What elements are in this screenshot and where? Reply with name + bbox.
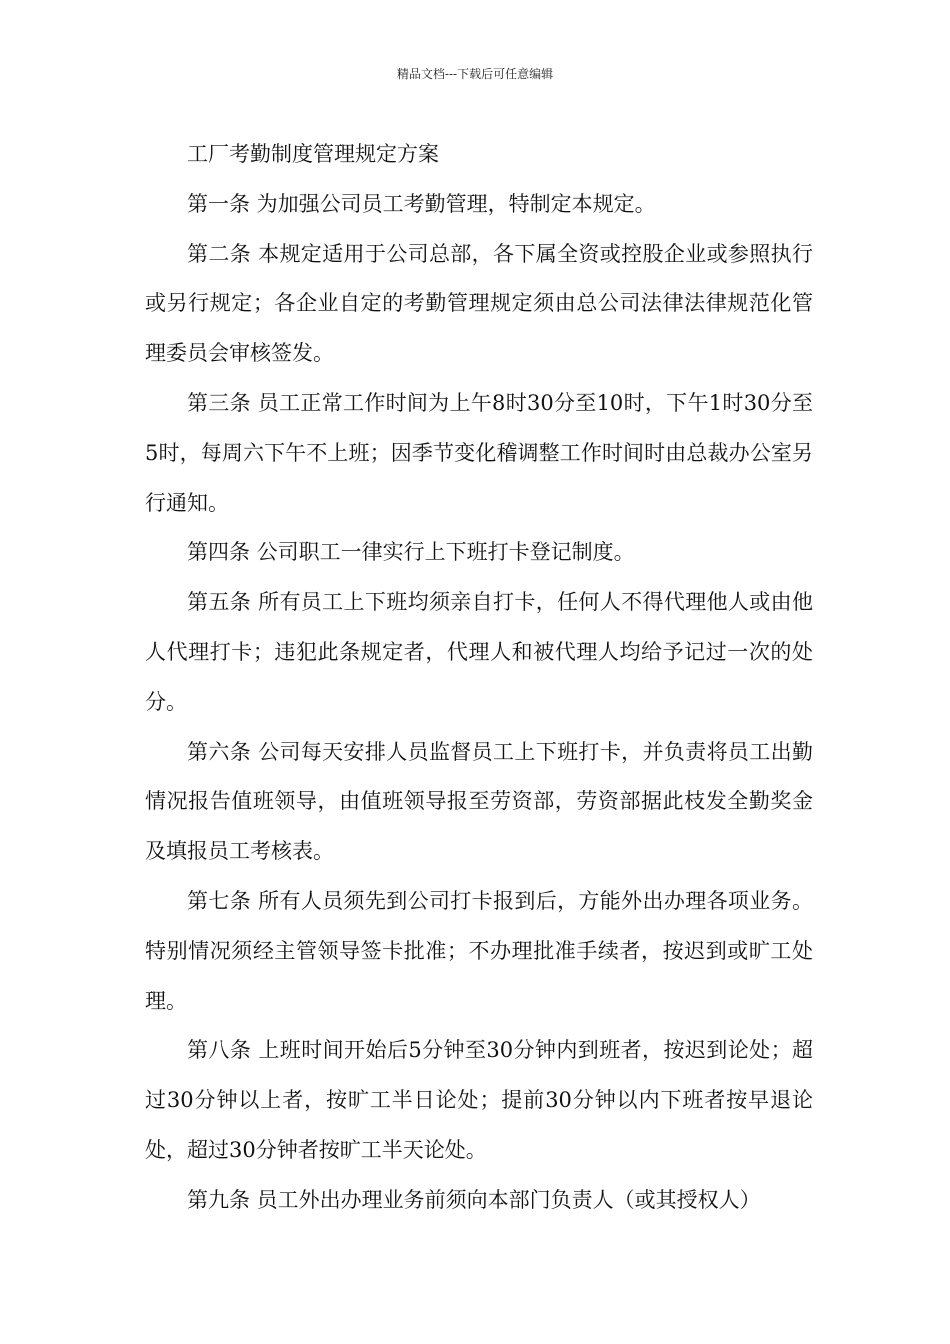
- article-9: 第九条 员工外出办理业务前须向本部门负责人（或其授权人）: [187, 1187, 761, 1212]
- page-header: 精品文档---下载后可任意编辑: [396, 67, 554, 81]
- article-1: 第一条 为加强公司员工考勤管理，特制定本规定。: [187, 191, 656, 216]
- article-8: 第八条 上班时间开始后5分钟至30分钟内到班者，按迟到论处；超过30分钟以上者，按旷工半日论处；提前30分钟以内下班者按早退论处，超过30分钟者按旷工半天论处。: [145, 1038, 813, 1162]
- article-4: 第四条 公司职工一律实行上下班打卡登记制度。: [187, 540, 635, 565]
- article-3: 第三条 员工正常工作时间为上午8时30分至10时，下午1时30分至5时，每周六下午不上班；因季节变化稽调整工作时间时由总裁办公室另行通知。: [145, 390, 813, 515]
- document-title: 工厂考勤制度管理规定方案: [187, 142, 439, 166]
- article-5: 第五条 所有员工上下班均须亲自打卡，任何人不得代理他人或由他人代理打卡；违犯此条规定者，代理人和被代理人均给予记过一次的处分。: [145, 590, 813, 714]
- article-2: 第二条 本规定适用于公司总部，各下属全资或控股企业或参照执行或另行规定；各企业自定的考勤管理规定须由总公司法律法律规范化管理委员会审核签发。: [145, 241, 813, 366]
- document-body: [145, 130, 813, 1226]
- article-7: 第七条 所有人员须先到公司打卡报到后，方能外出办理各项业务。特别情况须经主管领导签卡批准；不办理批准手续者，按迟到或旷工处理。: [145, 888, 813, 1013]
- article-6: 第六条 公司每天安排人员监督员工上下班打卡，并负责将员工出勤情况报告值班领导，由值班领导报至劳资部，劳资部据此枝发全勤奖金及填报员工考核表。: [145, 739, 813, 864]
